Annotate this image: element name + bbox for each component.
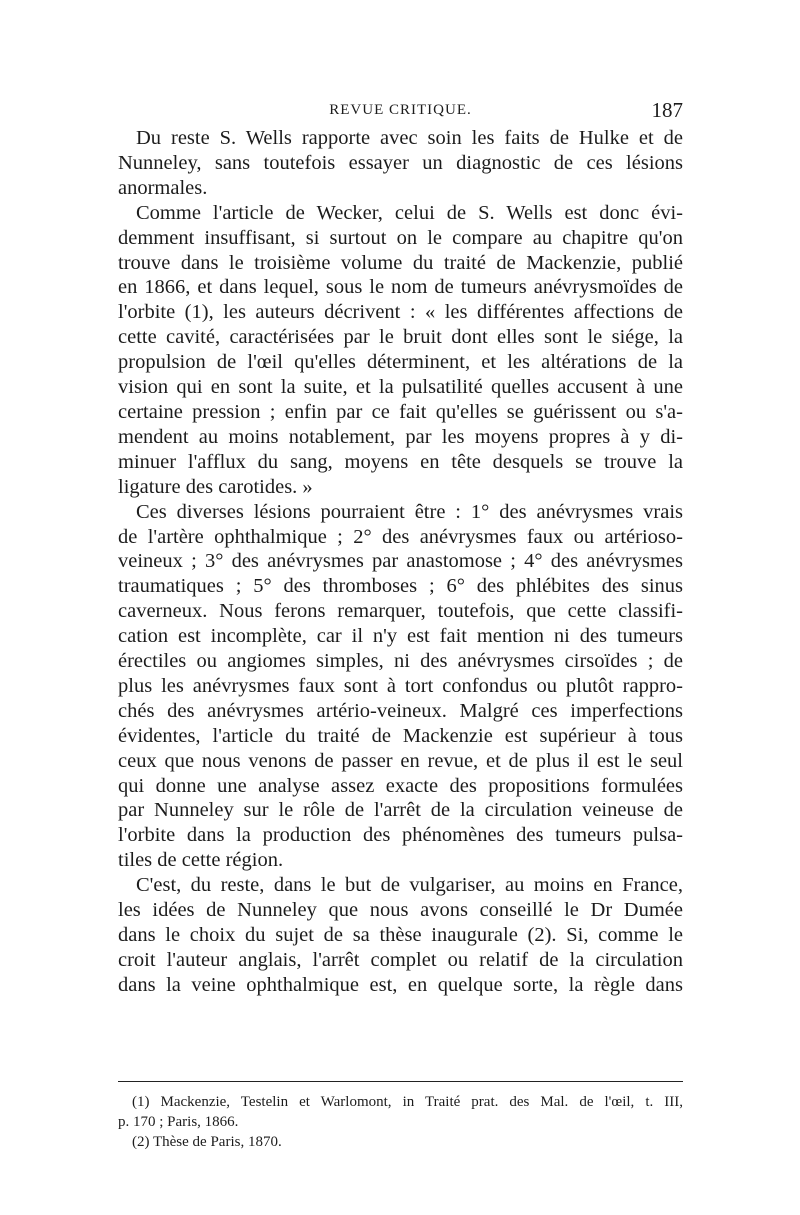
text-line: croit l'auteur anglais, l'arrêt complet ou relatif de la circulation — [118, 948, 683, 971]
footnotes — [118, 1092, 683, 1152]
text-line: veineux ; 3° des anévrysmes par anastomose ; 4° des anévrysmes — [118, 550, 683, 573]
text-line: cation est incomplète, car il n'y est fait mention ni des tumeurs — [118, 625, 683, 648]
footnote-line: (1) Mackenzie, Testelin et Warlomont, in Traité prat. des Mal. de l'œil, t. III, — [132, 1094, 683, 1110]
text-line: Ces diverses lésions pourraient être : 1° des anévrysmes vrais — [136, 500, 683, 523]
text-line: ceux que nous venons de passer en revue, et de plus il est le seul — [118, 749, 683, 772]
text-line: caverneux. Nous ferons remarquer, toutefois, que cette classifi- — [118, 600, 683, 623]
text-line: l'orbite dans la production des phénomènes des tumeurs pulsa- — [118, 824, 683, 847]
text-line: en 1866, et dans lequel, sous le nom de tumeurs anévrysmoïdes de — [118, 276, 683, 299]
text-line: dans la veine ophthalmique est, en quelque sorte, la règle dans — [118, 973, 683, 996]
text-line: ligature des carotides. » — [118, 475, 313, 498]
text-line: Comme l'article de Wecker, celui de S. Wells est donc évi- — [136, 201, 683, 224]
text-line: minuer l'afflux du sang, moyens en tête desquels se trouve la — [118, 450, 683, 473]
text-line: C'est, du reste, dans le but de vulgariser, au moins en France, — [136, 874, 683, 897]
body-text — [118, 126, 683, 998]
text-line: de l'artère ophthalmique ; 2° des anévrysmes faux ou artérioso- — [118, 525, 683, 548]
footnote-line: (2) Thèse de Paris, 1870. — [132, 1134, 282, 1150]
text-line: certaine pression ; enfin par ce fait qu'elles se guérissent ou s'a- — [118, 400, 683, 423]
page-header — [118, 98, 683, 124]
text-line: trouve dans le troisième volume du traité de Mackenzie, publié — [118, 251, 683, 274]
text-line: érectiles ou angiomes simples, ni des anévrysmes cirsoïdes ; de — [118, 650, 683, 673]
running-title: REVUE CRITIQUE. — [329, 102, 472, 118]
text-line: par Nunneley sur le rôle de l'arrêt de la circulation veineuse de — [118, 799, 683, 822]
text-line: mendent au moins notablement, par les moyens propres à y di- — [118, 425, 683, 448]
text-line: Du reste S. Wells rapporte avec soin les faits de Hulke et de — [136, 127, 683, 149]
text-line: plus les anévrysmes faux sont à tort confondus ou plutôt rappro- — [118, 674, 683, 697]
text-line: l'orbite (1), les auteurs décrivent : « les différentes affections de — [118, 301, 683, 324]
text-line: évidentes, l'article du traité de Mackenzie est supérieur à tous — [118, 724, 683, 747]
footnote-line: p. 170 ; Paris, 1866. — [118, 1114, 239, 1130]
text-line: vision qui en sont la suite, et la pulsatilité quelles accusent à une — [118, 376, 683, 399]
text-line: les idées de Nunneley que nous avons conseillé le Dr Dumée — [118, 899, 683, 922]
page-number: 187 — [651, 98, 683, 122]
text-line: traumatiques ; 5° des thromboses ; 6° des phlébites des sinus — [118, 575, 683, 598]
text-line: cette cavité, caractérisées par le bruit dont elles sont le siége, la — [118, 326, 683, 349]
footnote-rule — [118, 1081, 683, 1082]
text-line: anormales. — [118, 176, 208, 199]
text-line: tiles de cette région. — [118, 849, 284, 872]
text-line: demment insuffisant, si surtout on le compare au chapitre qu'on — [118, 226, 683, 249]
text-line: propulsion de l'œil qu'elles déterminent, et les altérations de la — [118, 351, 683, 374]
text-line: Nunneley, sans toutefois essayer un diagnostic de ces lésions — [118, 151, 683, 174]
text-line: qui donne une analyse assez exacte des propositions formulées — [118, 774, 683, 797]
text-line: chés des anévrysmes artério-veineux. Malgré ces imperfections — [118, 699, 683, 722]
text-line: dans le choix du sujet de sa thèse inaugurale (2). Si, comme le — [118, 924, 683, 946]
